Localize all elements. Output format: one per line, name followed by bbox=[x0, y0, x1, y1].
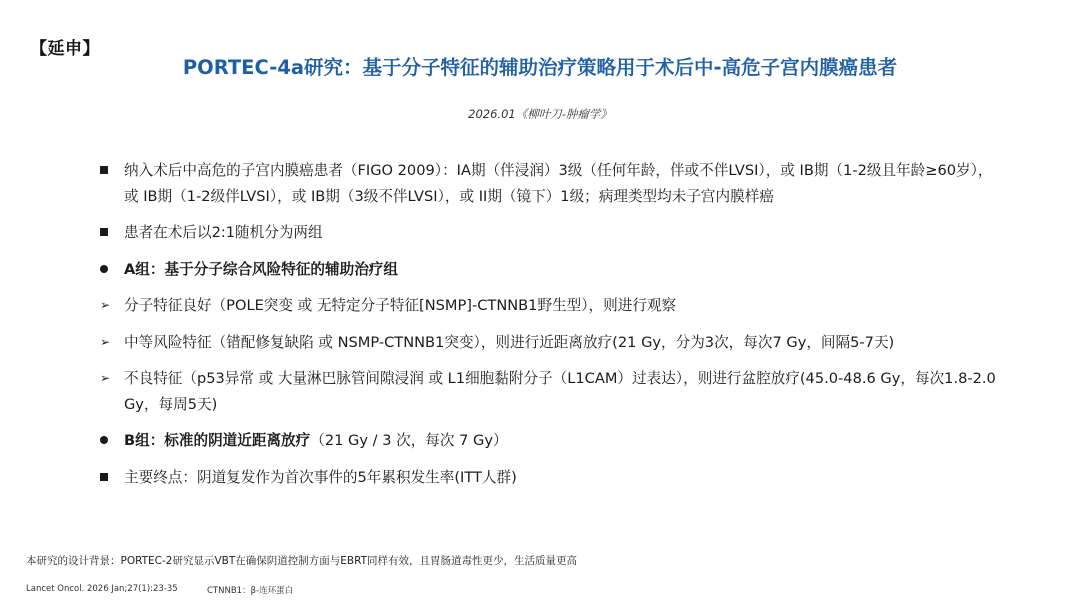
list-item bbox=[100, 220, 1000, 246]
citation: Lancet Oncol. 2026 Jan;27(1):23-35 bbox=[26, 584, 178, 594]
arrow-bullet-icon: ➢ bbox=[100, 371, 111, 385]
item-bold-text: B组：标准的阴道近距离放疗 bbox=[124, 432, 311, 449]
item-text: （21 Gy / 3 次，每次 7 Gy） bbox=[310, 432, 508, 449]
item-text: 纳入术后中高危的子宫内膜癌患者（FIGO 2009）：IA期（伴浸润）3级（任何年龄，伴或不伴LVSI），或 IB期（1-2级且年龄≥60岁），或 IB期（1-2级伴LVSI），或 IB期（3级不伴LVSI），或 II期（镜下）1级；病理类型均未子宫内膜样癌 bbox=[124, 162, 993, 205]
square-bullet-icon bbox=[100, 158, 114, 184]
dot-bullet-icon bbox=[100, 428, 114, 454]
square-bullet-icon bbox=[100, 220, 114, 246]
arrow-bullet-icon: ➢ bbox=[100, 334, 111, 349]
dot-bullet-icon bbox=[100, 257, 114, 283]
list-item bbox=[100, 465, 1000, 491]
square-bullet-icon bbox=[100, 465, 114, 491]
item-text: 中等风险特征（错配修复缺陷 或 NSMP-CTNNB1突变），则进行近距离放疗(21 Gy，分为3次，每次7 Gy，间隔5-7天) bbox=[124, 333, 895, 351]
list-item bbox=[100, 293, 1000, 319]
arrow-bullet-icon: ➢ bbox=[100, 298, 111, 312]
section-tag: 【延申】 bbox=[30, 39, 100, 59]
page-title: PORTEC-4a研究：基于分子特征的辅助治疗策略用于术后中-高危子宫内膜癌患者 bbox=[182, 56, 898, 79]
item-text: 主要终点：阴道复发作为首次事件的5年累积发生率(ITT人群) bbox=[124, 468, 517, 486]
list-item bbox=[100, 428, 1000, 454]
list-item bbox=[100, 257, 1000, 283]
item-text: 不良特征（p53异常 或 大量淋巴脉管间隙浸润 或 L1细胞黏附分子（L1CAM）过表达），则进行盆腔放疗(45.0-48.6 Gy，每次1.8-2.0 Gy，每周5天) bbox=[124, 370, 996, 413]
abbreviation-note: CTNNB1：β-连环蛋白 bbox=[207, 586, 294, 596]
bullet-list bbox=[100, 158, 1000, 501]
source-line: 2026.01《柳叶刀-肿瘤学》 bbox=[468, 107, 612, 121]
item-text: 分子特征良好（POLE突变 或 无特定分子特征[NSMP]-CTNNB1野生型），则进行观察 bbox=[124, 297, 677, 314]
list-item bbox=[100, 366, 1000, 417]
list-item bbox=[100, 330, 1000, 356]
list-item bbox=[100, 158, 1000, 209]
design-background-note: 本研究的设计背景：PORTEC-2研究显示VBT在确保阴道控制方面与EBRT同样有效，且胃肠道毒性更少，生活质量更高 bbox=[26, 555, 578, 567]
item-bold-text: A组：基于分子综合风险特征的辅助治疗组 bbox=[124, 260, 398, 278]
item-text: 患者在术后以2:1随机分为两组 bbox=[124, 224, 323, 241]
